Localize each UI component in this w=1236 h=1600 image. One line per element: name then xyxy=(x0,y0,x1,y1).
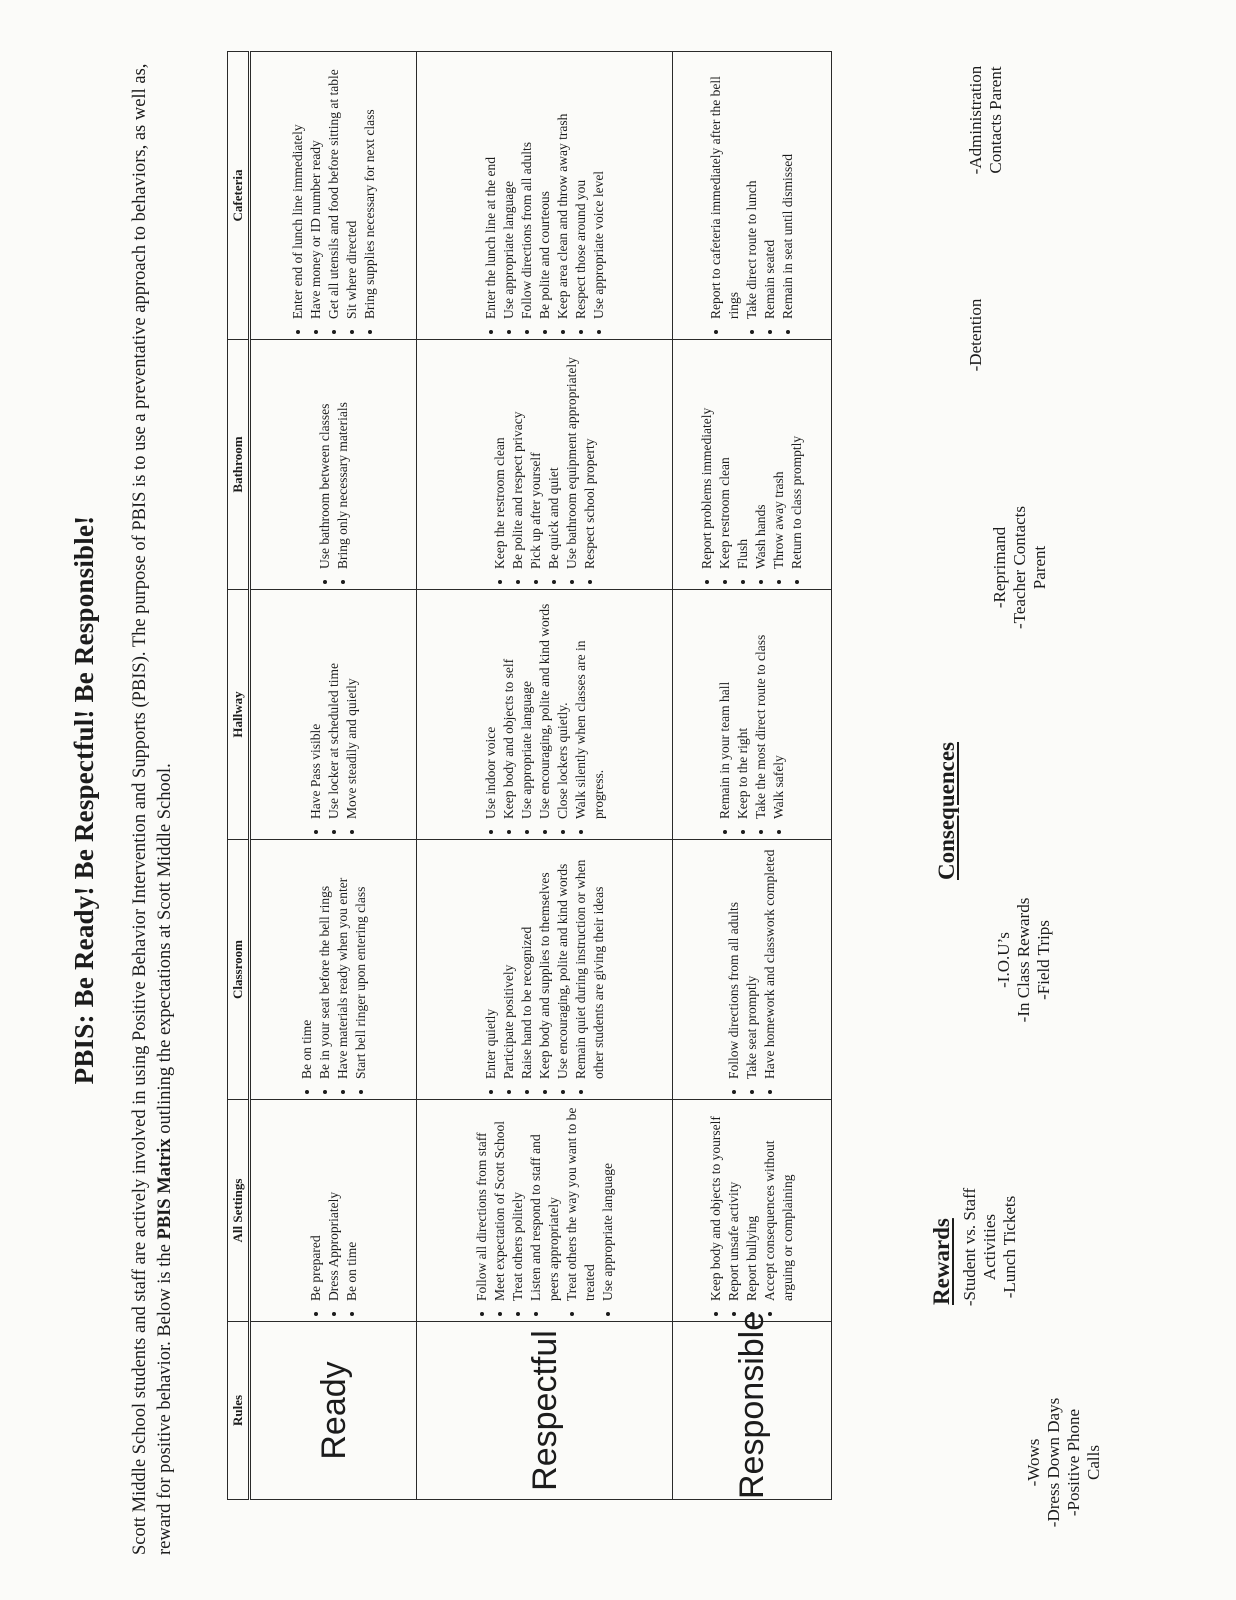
list-item: • Bring supplies necessary for next class xyxy=(361,58,379,319)
list-item: • Accept consequences without arguing or complaining xyxy=(761,1106,797,1301)
expectations-list xyxy=(716,590,788,839)
list-item: • Listen and respond to staff and peers appropriately xyxy=(527,1106,563,1301)
rewards-heading: Rewards xyxy=(929,1218,954,1305)
cell-classroom xyxy=(417,840,673,1100)
list-item: • Use indoor voice xyxy=(482,596,500,819)
table-row-responsible xyxy=(673,52,832,1500)
rewards-list-2 xyxy=(960,1157,1020,1337)
list-item: • Follow all directions from staff xyxy=(473,1106,491,1301)
list-item: • Remain in seat until dismissed xyxy=(779,58,797,319)
cell-all-settings xyxy=(673,1100,832,1322)
list-item: Calls xyxy=(1084,1445,1103,1480)
consequences-list-3 xyxy=(966,45,1006,195)
list-item: • Use appropriate language xyxy=(599,1106,617,1301)
list-item: • Have Pass visible xyxy=(307,596,325,819)
cell-classroom xyxy=(673,840,832,1100)
list-item: • Report problems immediately xyxy=(698,346,716,569)
consequences-heading: Consequences xyxy=(934,741,959,880)
list-item: • Bring only necessary materials xyxy=(334,346,352,569)
expectations-list xyxy=(482,52,608,339)
cell-bathroom xyxy=(673,340,832,590)
list-item: -Teacher Contacts xyxy=(1010,506,1029,629)
intro-bold-text: PBIS Matrix xyxy=(155,1138,175,1240)
list-item: • Treat others politely xyxy=(509,1106,527,1301)
list-item: • Report to cafeteria immediately after the bell rings xyxy=(707,58,743,319)
list-item: • Meet expectation of Scott School xyxy=(491,1106,509,1301)
list-item: • Throw away trash xyxy=(770,346,788,569)
cell-hallway xyxy=(417,590,673,840)
intro-text: Scott Middle School students and staff are actively involved in using Positive Behavior Intervention and Supports (PBIS). The purpose of PBIS is to use a preventative approach to behaviors, as well as, reward for positive behavior. Below is the xyxy=(130,63,175,1555)
list-item: • Keep the restroom clean xyxy=(491,346,509,569)
list-item: • Be polite and courteous xyxy=(536,58,554,319)
consequences-list-2 xyxy=(966,275,986,395)
rule-label: Ready xyxy=(250,1322,417,1500)
list-item: -Student vs. Staff xyxy=(960,1187,979,1307)
list-item: Parent xyxy=(1030,545,1049,590)
list-item: -Detention xyxy=(966,298,985,372)
cell-bathroom xyxy=(250,340,417,590)
list-item: • Have money or ID number ready xyxy=(307,58,325,319)
rule-label: Respectful xyxy=(417,1322,673,1500)
list-item: • Be polite and respect privacy xyxy=(509,346,527,569)
rewards-consequences xyxy=(929,45,1172,1555)
list-item: • Take the most direct route to class xyxy=(752,596,770,819)
list-item: • Participate positively xyxy=(500,846,518,1079)
list-item: • Follow directions from all adults xyxy=(518,58,536,319)
expectations-list xyxy=(473,1100,617,1321)
list-item: • Keep to the right xyxy=(734,596,752,819)
list-item: Activities xyxy=(980,1213,999,1281)
list-item: • Have homework and classwork completed xyxy=(761,846,779,1079)
list-item: • Keep body and supplies to themselves xyxy=(536,846,554,1079)
header-classroom: Classroom xyxy=(228,840,250,1100)
expectations-list xyxy=(707,1100,797,1321)
list-item: • Use bathroom between classes xyxy=(316,346,334,569)
list-item: • Enter end of lunch line immediately xyxy=(289,58,307,319)
list-item: • Use encouraging, polite and kind words xyxy=(554,846,572,1079)
list-item: • Respect school property xyxy=(581,346,599,569)
rule-label: Responsible xyxy=(673,1322,832,1500)
expectations-list xyxy=(698,340,806,589)
list-item: • Start bell ringer upon entering class xyxy=(352,846,370,1079)
header-all-settings: All Settings xyxy=(228,1100,250,1322)
table-row-respectful xyxy=(417,52,673,1500)
pbis-matrix-table xyxy=(227,51,832,1500)
list-item: • Be in your seat before the bell rings xyxy=(316,846,334,1079)
list-item: -In Class Rewards xyxy=(1014,897,1033,1023)
cell-hallway xyxy=(250,590,417,840)
list-item: • Sit where directed xyxy=(343,58,361,319)
expectations-list xyxy=(725,840,779,1099)
list-item: • Follow directions from all adults xyxy=(725,846,743,1079)
header-rules: Rules xyxy=(228,1322,250,1500)
list-item: -I.O.U’s xyxy=(994,932,1013,988)
list-item: • Use appropriate voice level xyxy=(590,58,608,319)
list-item: • Get all utensils and food before sitting at table xyxy=(325,58,343,319)
list-item: • Raise hand to be recognized xyxy=(518,846,536,1079)
list-item: • Enter quietly xyxy=(482,846,500,1079)
list-item: • Respect those around you xyxy=(572,58,590,319)
list-item: • Use encouraging, polite and kind words xyxy=(536,596,554,819)
list-item: • Walk silently when classes are in progress. xyxy=(572,596,608,819)
list-item: -Wows xyxy=(1024,1438,1043,1487)
list-item: • Keep body and objects to yourself xyxy=(707,1106,725,1301)
list-item: • Be quick and quiet xyxy=(545,346,563,569)
cell-all-settings xyxy=(250,1100,417,1322)
page-title: PBIS: Be Ready! Be Respectful! Be Responsible! xyxy=(69,515,99,1085)
header-row xyxy=(228,52,250,1500)
list-item: • Take seat promptly xyxy=(743,846,761,1079)
cell-all-settings xyxy=(417,1100,673,1322)
list-item: • Use bathroom equipment appropriately xyxy=(563,346,581,569)
list-item: • Report bullying xyxy=(743,1106,761,1301)
document-page xyxy=(62,45,1182,1555)
list-item: • Walk safely xyxy=(770,596,788,819)
cell-cafeteria xyxy=(250,52,417,340)
expectations-list xyxy=(316,340,352,589)
list-item: • Dress Appropriately xyxy=(325,1106,343,1301)
expectations-list xyxy=(482,590,608,839)
list-item: • Report unsafe activity xyxy=(725,1106,743,1301)
list-item: • Remain seated xyxy=(761,58,779,319)
cell-hallway xyxy=(673,590,832,840)
table-row-ready xyxy=(250,52,417,1500)
list-item: • Use appropriate language xyxy=(500,58,518,319)
list-item: • Use locker at scheduled time xyxy=(325,596,343,819)
list-item: • Remain in your team hall xyxy=(716,596,734,819)
list-item: -Dress Down Days xyxy=(1044,1397,1063,1528)
list-item: • Enter the lunch line at the end xyxy=(482,58,500,319)
list-item: Contacts Parent xyxy=(986,66,1005,174)
list-item: • Pick up after yourself xyxy=(527,346,545,569)
consequences-list-1 xyxy=(990,485,1050,650)
list-item: • Be prepared xyxy=(307,1106,325,1301)
list-item: -Lunch Tickets xyxy=(1000,1195,1019,1299)
expectations-list xyxy=(707,52,797,339)
list-item: • Move steadily and quietly xyxy=(343,596,361,819)
expectations-list xyxy=(298,840,370,1099)
list-item: • Be on time xyxy=(343,1106,361,1301)
list-item: -Reprimand xyxy=(990,526,1009,609)
list-item: • Keep area clean and throw away trash xyxy=(554,58,572,319)
intro-paragraph xyxy=(128,55,204,1555)
cell-classroom xyxy=(250,840,417,1100)
expectations-list xyxy=(491,340,599,589)
list-item: • Return to class promptly xyxy=(788,346,806,569)
list-item: • Be on time xyxy=(298,846,316,1079)
matrix-body xyxy=(250,52,832,1500)
intro-text-end: outlining the expectations at Scott Middle School. xyxy=(155,763,175,1139)
list-item: • Have materials ready when you enter xyxy=(334,846,352,1079)
list-item: • Keep body and objects to self xyxy=(500,596,518,819)
rewards-list-1 xyxy=(1024,1375,1104,1550)
header-cafeteria: Cafeteria xyxy=(228,52,250,340)
list-item: • Close lockers quietly. xyxy=(554,596,572,819)
expectations-list xyxy=(307,1100,361,1321)
list-item: • Use appropriate language xyxy=(518,596,536,819)
rewards-list-3 xyxy=(994,875,1054,1045)
list-item: • Remain quiet during instruction or when other students are giving their ideas xyxy=(572,846,608,1079)
expectations-list xyxy=(307,590,361,839)
header-bathroom: Bathroom xyxy=(228,340,250,590)
cell-cafeteria xyxy=(417,52,673,340)
list-item: • Keep restroom clean xyxy=(716,346,734,569)
list-item: -Positive Phone xyxy=(1064,1408,1083,1517)
expectations-list xyxy=(482,840,608,1099)
list-item: • Treat others the way you want to be treated xyxy=(563,1106,599,1301)
cell-cafeteria xyxy=(673,52,832,340)
list-item: • Take direct route to lunch xyxy=(743,58,761,319)
list-item: -Administration xyxy=(966,65,985,175)
list-item: • Wash hands xyxy=(752,346,770,569)
header-hallway: Hallway xyxy=(228,590,250,840)
list-item: • Flush xyxy=(734,346,752,569)
expectations-list xyxy=(289,52,379,339)
cell-bathroom xyxy=(417,340,673,590)
list-item: -Field Trips xyxy=(1034,920,1053,1000)
